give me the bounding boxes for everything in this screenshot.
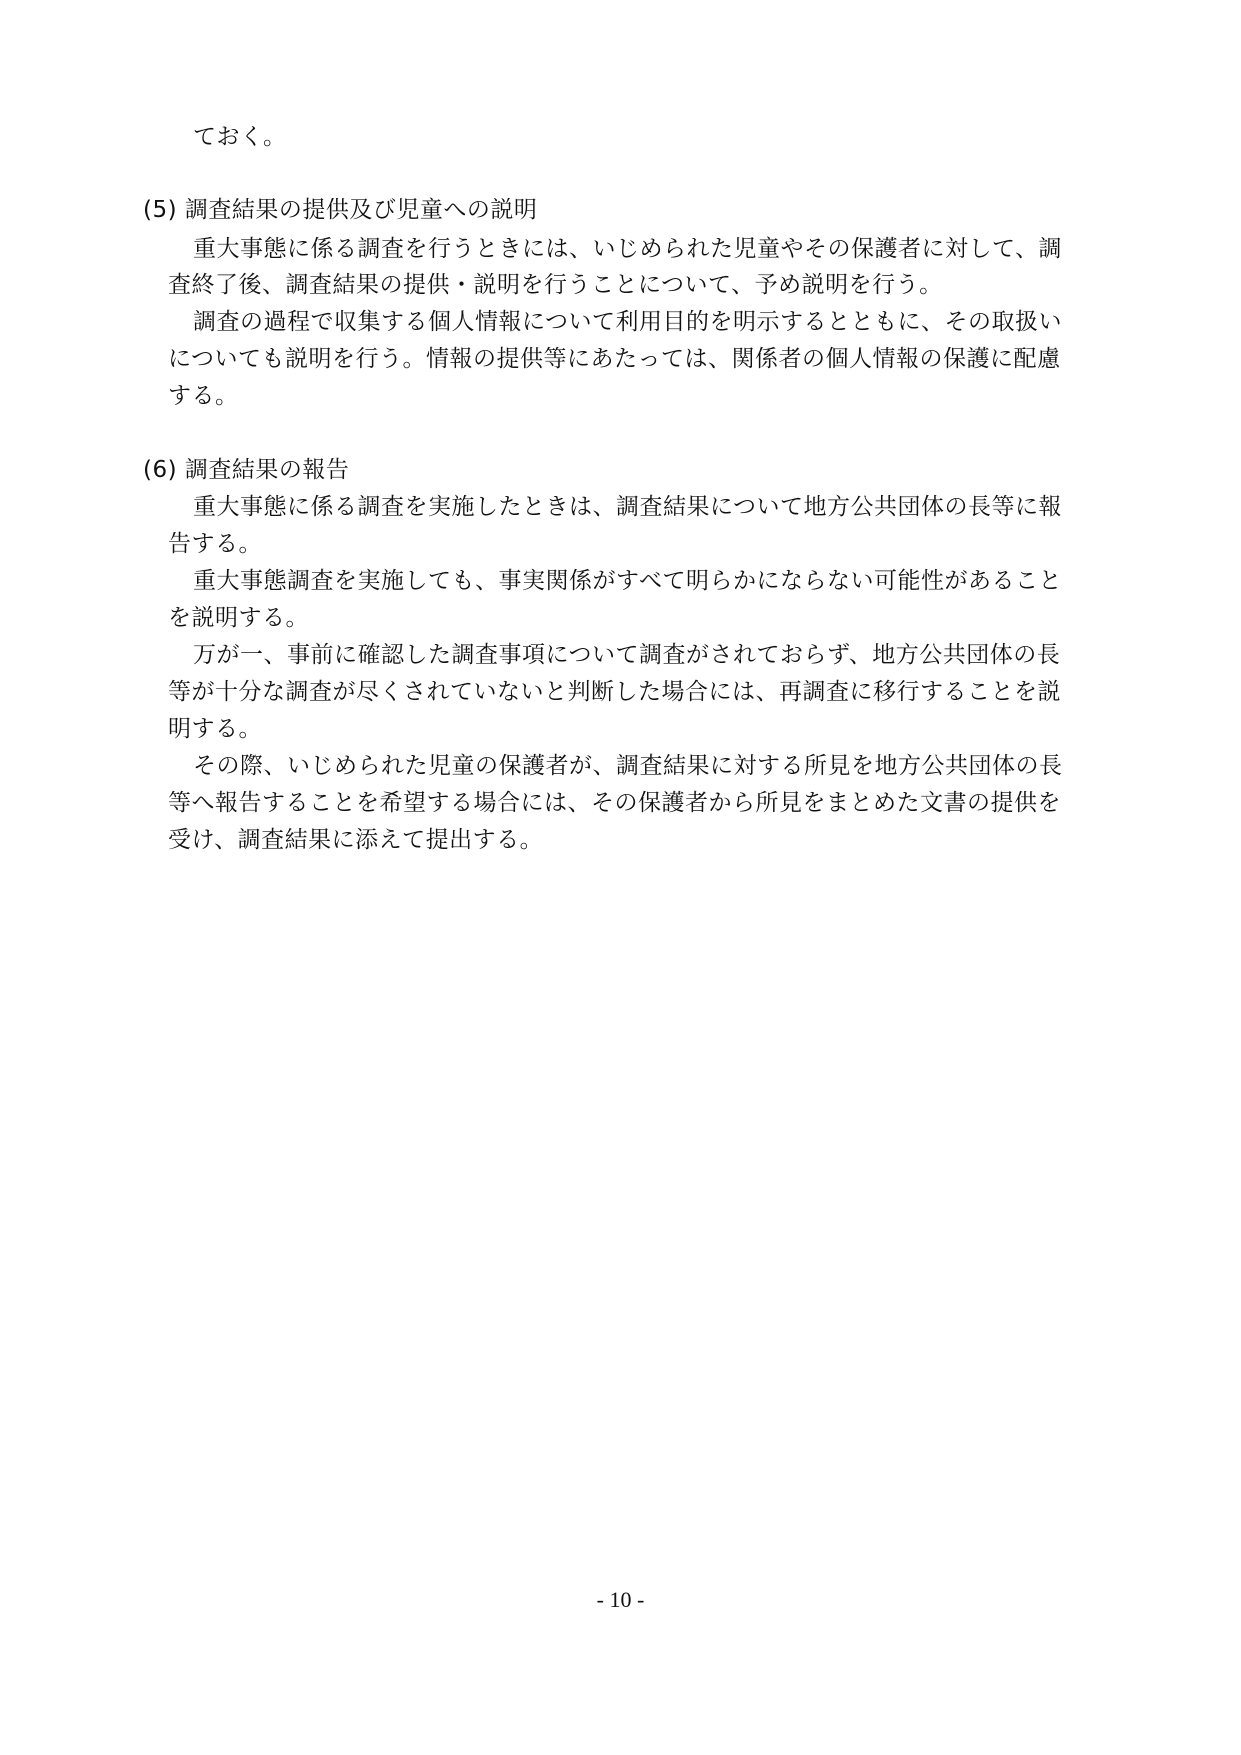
section-6-line: 万が一、事前に確認した調査事項について調査がされておらず、地方公共団体の長 (193, 642, 1061, 668)
section-6-line: その際、いじめられた児童の保護者が、調査結果に対する所見を地方公共団体の長 (193, 753, 1063, 779)
section-6-line: 等が十分な調査が尽くされていないと判断した場合には、再調査に移行することを説 (168, 679, 1061, 705)
section-6-line: 重大事態調査を実施しても、事実関係がすべて明らかにならない可能性があること (193, 568, 1063, 594)
section-6-line: 受け、調査結果に添えて提出する。 (168, 827, 544, 853)
continuation-text: ておく。 (193, 124, 287, 150)
section-5-line: についても説明を行う。情報の提供等にあたっては、関係者の個人情報の保護に配慮 (168, 346, 1061, 372)
page-number: - 10 - (596, 1587, 645, 1612)
section-6-line: 明する。 (168, 716, 262, 742)
section-5-line: 重大事態に係る調査を行うときには、いじめられた児童やその保護者に対して、調 (193, 236, 1063, 262)
section-6-line: 等へ報告することを希望する場合には、その保護者から所見をまとめた文書の提供を (168, 790, 1061, 816)
section-5-line: 調査の過程で収集する個人情報について利用目的を明示するとともに、その取扱い (193, 309, 1063, 335)
section-6-line: を説明する。 (168, 605, 309, 631)
section-6-heading: (6) 調査結果の報告 (143, 457, 350, 483)
section-5-heading: (5) 調査結果の提供及び児童への説明 (143, 197, 538, 223)
section-6-line: 告する。 (168, 531, 262, 557)
section-6-line: 重大事態に係る調査を実施したときは、調査結果について地方公共団体の長等に報 (193, 494, 1063, 520)
section-5-line: する。 (168, 383, 239, 409)
section-5-line: 査終了後、調査結果の提供・説明を行うことについて、予め説明を行う。 (168, 272, 943, 298)
